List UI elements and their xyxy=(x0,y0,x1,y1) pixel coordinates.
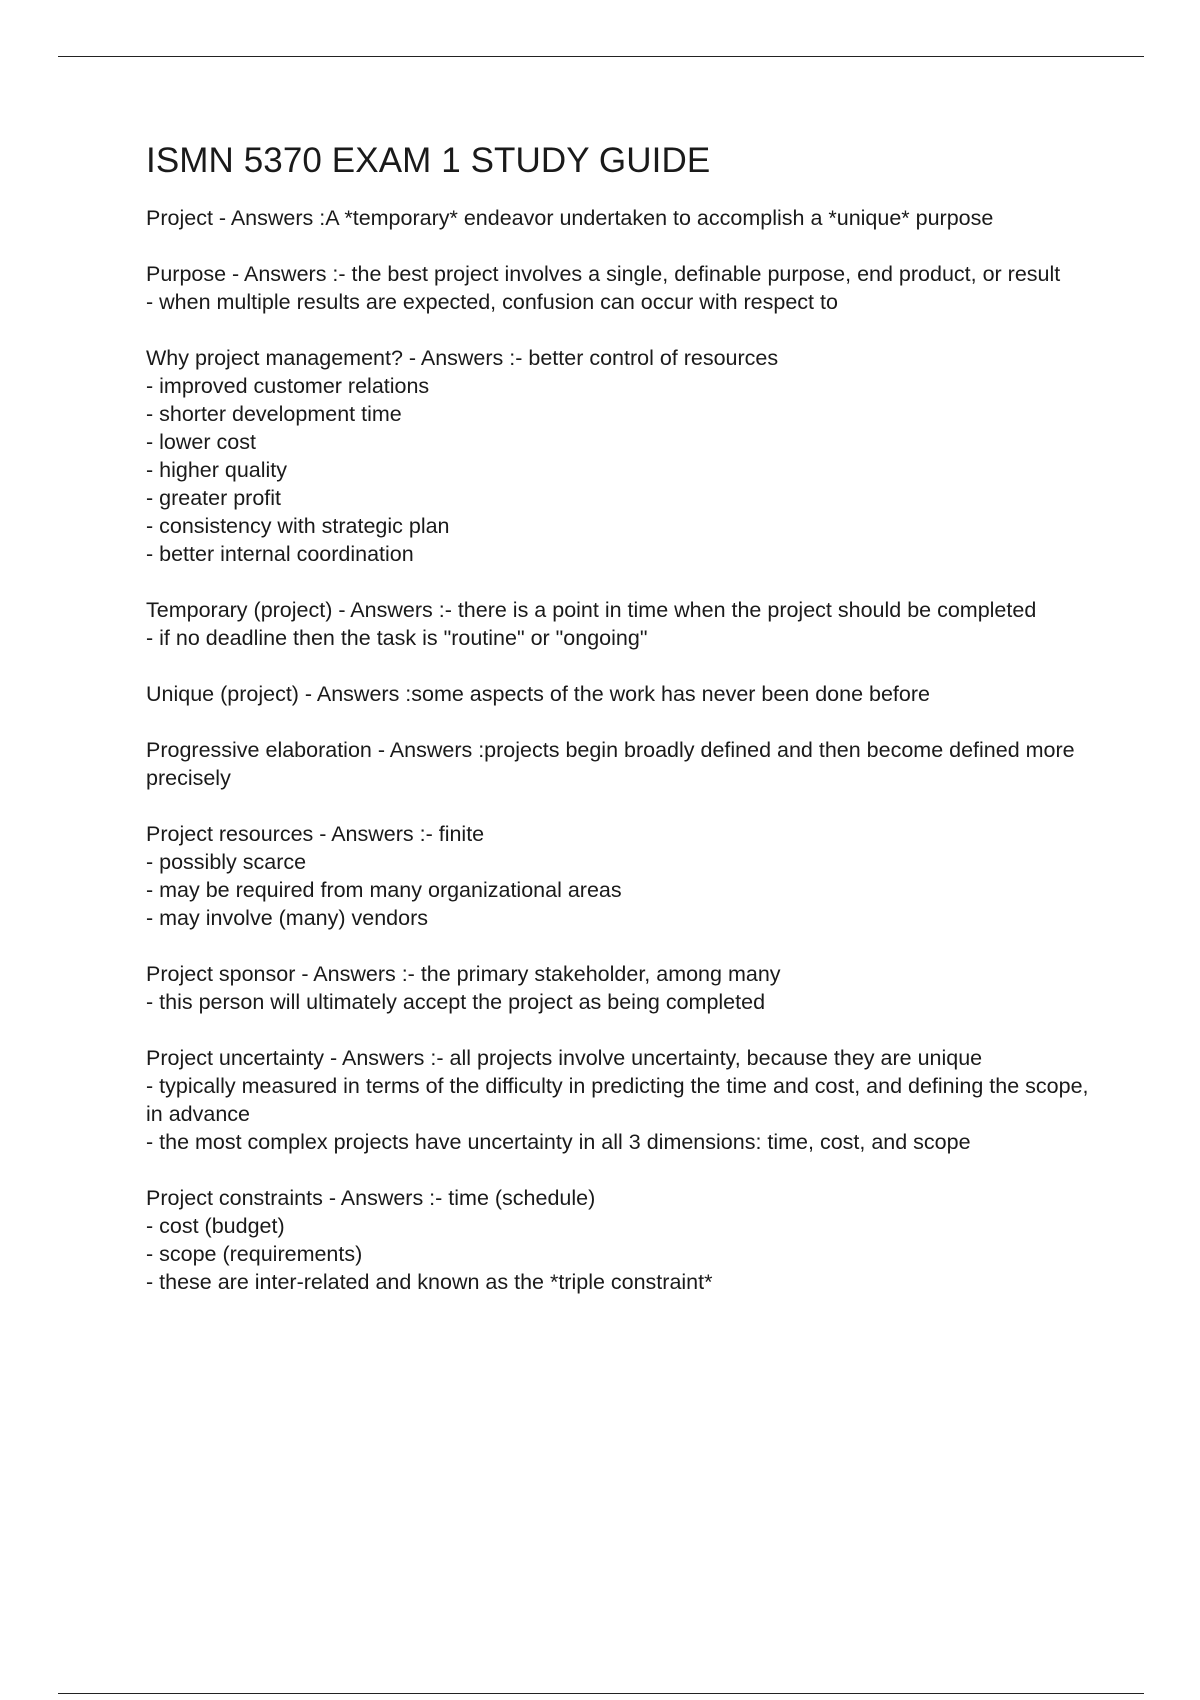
entry-term-line: Unique (project) - Answers :some aspects of the work has never been done before xyxy=(146,682,930,706)
entry-detail-line: - better internal coordination xyxy=(146,542,414,566)
entry-detail-line: - possibly scarce xyxy=(146,850,307,874)
entry-detail-line: - when multiple results are expected, confusion can occur with respect to xyxy=(146,290,838,314)
bottom-divider xyxy=(58,1693,1144,1694)
entry-term-line: Purpose - Answers :- the best project involves a single, definable purpose, end product, or result xyxy=(146,262,1061,286)
entry-detail-line: - if no deadline then the task is "routine" or "ongoing" xyxy=(146,626,648,650)
entry-detail-line: - may be required from many organizational areas xyxy=(146,878,622,902)
entry-detail-line: - shorter development time xyxy=(146,402,402,426)
entry-term-line: Project resources - Answers :- finite xyxy=(146,822,485,846)
entry-term-line: Why project management? - Answers :- better control of resources xyxy=(146,346,779,370)
study-entry xyxy=(146,736,1106,792)
entry-detail-line: - this person will ultimately accept the project as being completed xyxy=(146,990,766,1014)
study-entry xyxy=(146,204,1106,232)
document-title: ISMN 5370 EXAM 1 STUDY GUIDE xyxy=(146,141,711,180)
study-entry xyxy=(146,260,1106,316)
entry-detail-line: - these are inter-related and known as the *triple constraint* xyxy=(146,1270,713,1294)
entry-detail-line: - typically measured in terms of the difficulty in predicting the time and cost, and defining the scope, in advance xyxy=(146,1074,1089,1126)
study-entry xyxy=(146,596,1106,652)
entry-detail-line: - greater profit xyxy=(146,486,282,510)
study-entry xyxy=(146,1184,1106,1296)
study-entry xyxy=(146,1044,1106,1156)
entry-detail-line: - may involve (many) vendors xyxy=(146,906,428,930)
entry-term-line: Project sponsor - Answers :- the primary stakeholder, among many xyxy=(146,962,781,986)
study-entry xyxy=(146,680,1106,708)
entry-term-line: Progressive elaboration - Answers :projects begin broadly defined and then become defined more precisely xyxy=(146,738,1075,790)
top-divider xyxy=(58,56,1144,57)
document-body xyxy=(146,140,1106,1324)
study-guide-entries xyxy=(146,204,1106,1296)
entry-detail-line: - scope (requirements) xyxy=(146,1242,363,1266)
entry-detail-line: - cost (budget) xyxy=(146,1214,285,1238)
entry-term-line: Temporary (project) - Answers :- there is a point in time when the project should be completed xyxy=(146,598,1037,622)
entry-term-line: Project - Answers :A *temporary* endeavor undertaken to accomplish a *unique* purpose xyxy=(146,206,994,230)
entry-term-line: Project constraints - Answers :- time (schedule) xyxy=(146,1186,596,1210)
entry-detail-line: - consistency with strategic plan xyxy=(146,514,450,538)
entry-term-line: Project uncertainty - Answers :- all projects involve uncertainty, because they are unique xyxy=(146,1046,983,1070)
study-entry xyxy=(146,960,1106,1016)
study-entry xyxy=(146,344,1106,568)
study-entry xyxy=(146,820,1106,932)
entry-detail-line: - the most complex projects have uncertainty in all 3 dimensions: time, cost, and scope xyxy=(146,1130,971,1154)
entry-detail-line: - improved customer relations xyxy=(146,374,430,398)
entry-detail-line: - higher quality xyxy=(146,458,288,482)
entry-detail-line: - lower cost xyxy=(146,430,256,454)
